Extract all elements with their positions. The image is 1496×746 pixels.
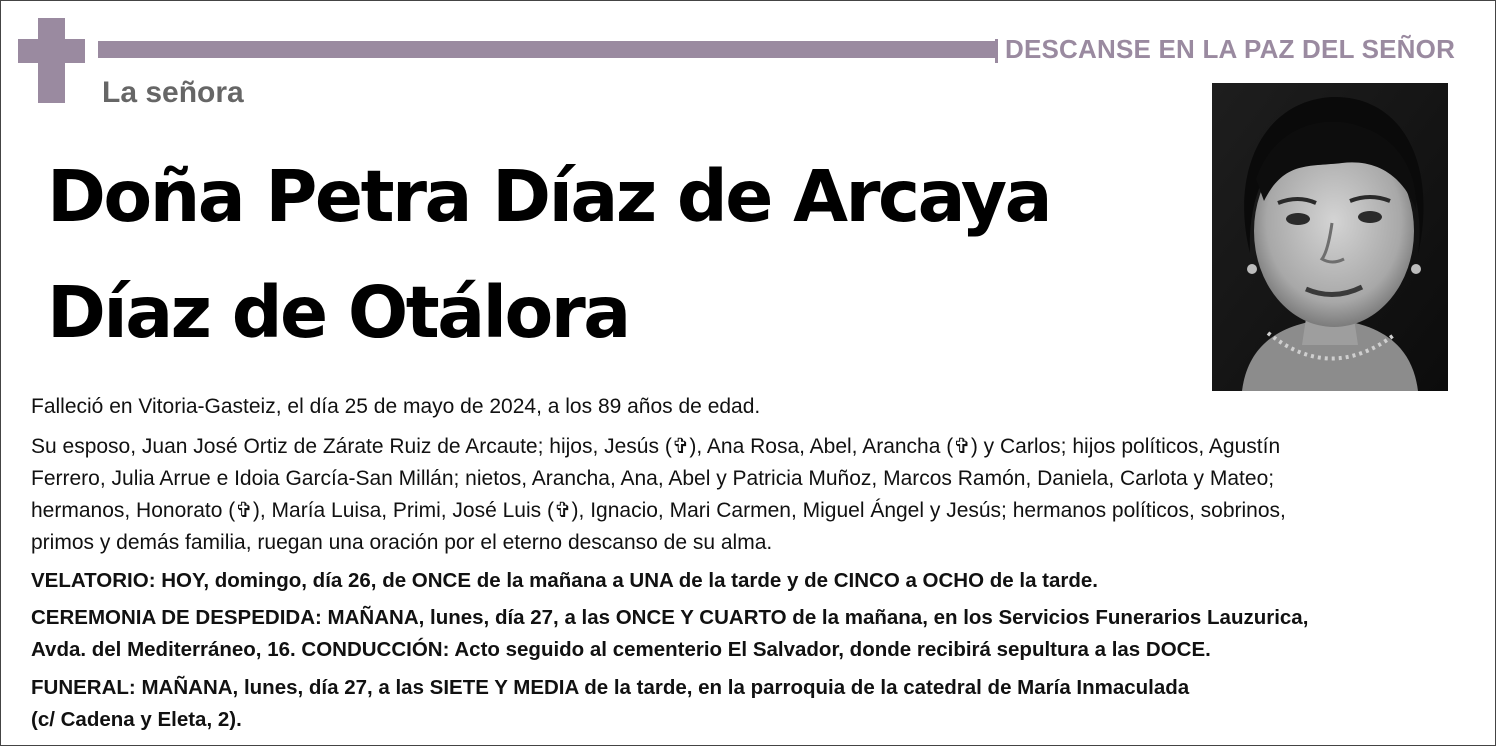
title-label: La señora [102, 76, 244, 109]
header-title: DESCANSE EN LA PAZ DEL SEÑOR [1005, 34, 1456, 64]
ceremonia-line-2: Avda. del Mediterráneo, 16. CONDUCCIÓN: Acto seguido al cementerio El Salvador, donde recibirá sepultura a las DOCE. [31, 638, 1211, 661]
family-line-3: hermanos, Honorato (✞), María Luisa, Primi, José Luis (✞), Ignacio, Mari Carmen, Miguel Ángel y Jesús; hermanos políticos, sobrinos, [31, 499, 1286, 522]
portrait-image [1212, 83, 1448, 391]
deceased-name-line-1: Doña Petra Díaz de Arcaya [47, 155, 1051, 238]
header-rule-separator [995, 39, 998, 63]
funeral-line-1: FUNERAL: MAÑANA, lunes, día 27, a las SIETE Y MEDIA de la tarde, en la parroquia de la catedral de María Inmaculada [31, 676, 1190, 699]
portrait-photo [1212, 83, 1448, 391]
velatorio-notice: VELATORIO: HOY, domingo, día 26, de ONCE de la mañana a UNA de la tarde y de CINCO a OCHO de la tarde. [31, 569, 1098, 592]
family-line-1: Su esposo, Juan José Ortiz de Zárate Ruiz de Arcaute; hijos, Jesús (✞), Ana Rosa, Abel, Arancha (✞) y Carlos; hijos políticos, Agustín [31, 435, 1281, 458]
family-line-2: Ferrero, Julia Arrue e Idoia García-San Millán; nietos, Arancha, Ana, Abel y Patricia Muñoz, Marcos Ramón, Daniela, Carlota y Mateo; [31, 467, 1275, 490]
family-line-4: primos y demás familia, ruegan una oración por el eterno descanso de su alma. [31, 531, 773, 554]
death-notice: Falleció en Vitoria-Gasteiz, el día 25 de mayo de 2024, a los 89 años de edad. [31, 395, 761, 418]
deceased-name-line-2: Díaz de Otálora [47, 271, 629, 354]
header-rule [98, 41, 995, 58]
ceremonia-line-1: CEREMONIA DE DESPEDIDA: MAÑANA, lunes, día 27, a las ONCE Y CUARTO de la mañana, en los Servicios Funerarios Lauzurica, [31, 606, 1309, 629]
funeral-line-2: (c/ Cadena y Eleta, 2). [31, 708, 242, 731]
